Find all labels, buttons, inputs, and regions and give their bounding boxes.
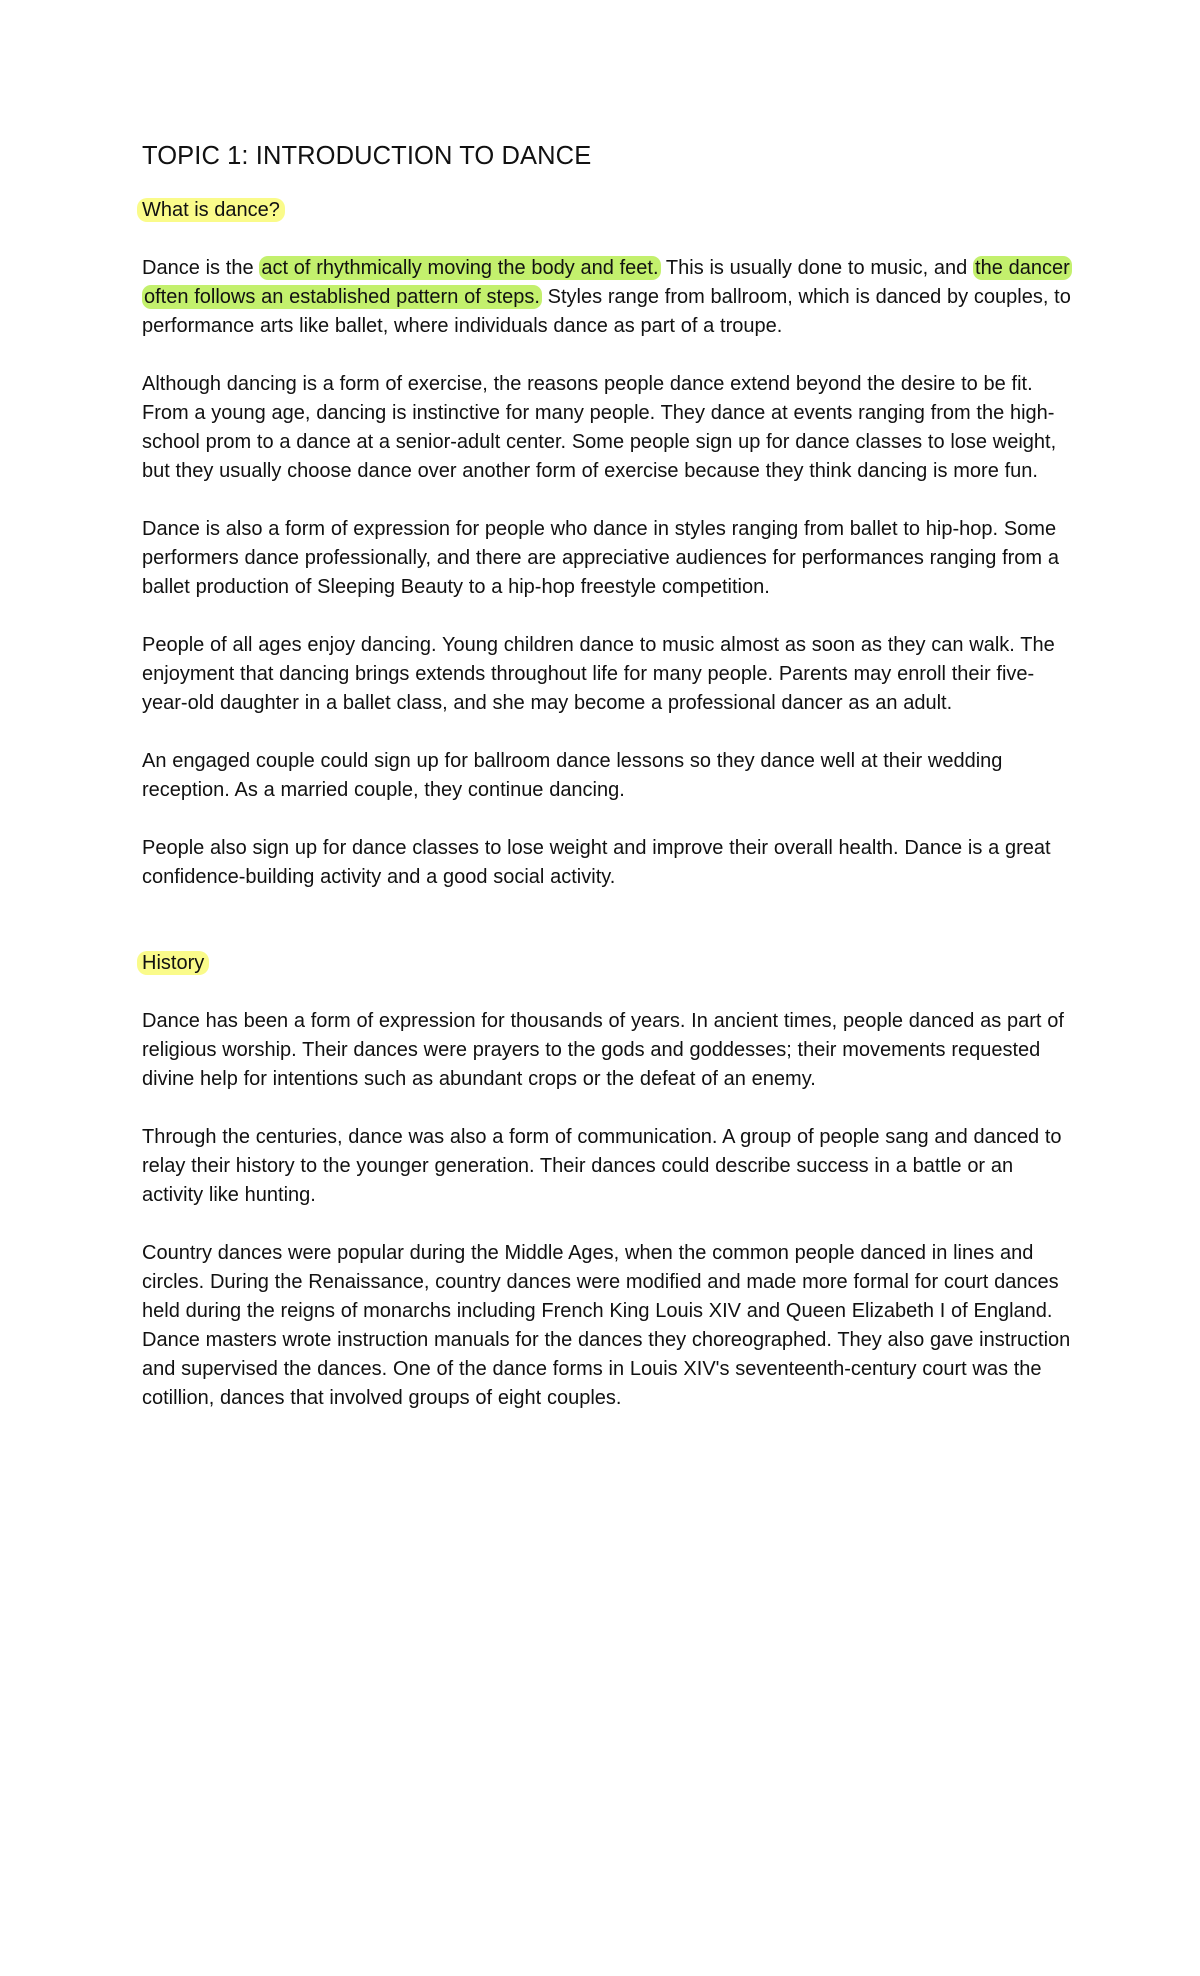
document-body <box>142 140 1072 1442</box>
section-spacer <box>142 921 1072 949</box>
paragraph-exercise: Although dancing is a form of exercise, the reasons people dance extend beyond the desire to be fit. From a young age, dancing is instinctive for many people. They dance at events ranging from the high-school prom to a dance at a senior-adult center. Some people sign up for dance classes to lose weight, but they usually choose dance over another form of exercise because they think dancing is more fun. <box>142 373 1057 482</box>
paragraph-text: Dance is the <box>142 257 260 279</box>
paragraph-communication: Through the centuries, dance was also a form of communication. A group of people sang and danced to relay their history to the younger generation. Their dances could describe success in a battle or an activity like hunting. <box>142 1126 1062 1206</box>
highlighted-heading: What is dance? <box>137 198 285 222</box>
document-title: TOPIC 1: INTRODUCTION TO DANCE <box>142 142 592 170</box>
highlighted-text-2: the dancer often follows an established pattern of steps. <box>144 257 1070 308</box>
section-heading-what-is-dance <box>142 196 1072 225</box>
paragraph-country-dances: Country dances were popular during the Middle Ages, when the common people danced in lines and circles. During the Renaissance, country dances were modified and made more formal for court dances held during the reigns of monarchs including French King Louis XIV and Queen Elizabeth I of England. Dance masters wrote instruction manuals for the dances they choreographed. They also gave instruction and supervised the dances. One of the dance forms in Louis XIV's seventeenth-century court was the cotillion, dances that involved groups of eight couples. <box>142 1242 1071 1409</box>
paragraph-definition <box>142 254 1072 341</box>
highlighted-heading: History <box>137 951 209 975</box>
paragraph-text: This is usually done to music, and <box>660 257 974 279</box>
paragraph-health: People also sign up for dance classes to lose weight and improve their overall health. Dance is a great confidence-building activity and a good social activity. <box>142 837 1051 888</box>
paragraph-ancient-times: Dance has been a form of expression for thousands of years. In ancient times, people danced as part of religious worship. Their dances were prayers to the gods and goddesses; their movements requested divine help for intentions such as abundant crops or the defeat of an enemy. <box>142 1010 1064 1090</box>
paragraph-all-ages: People of all ages enjoy dancing. Young children dance to music almost as soon as they can walk. The enjoyment that dancing brings extends throughout life for many people. Parents may enroll their five-year-old daughter in a ballet class, and she may become a professional dancer as an adult. <box>142 634 1055 714</box>
paragraph-expression: Dance is also a form of expression for people who dance in styles ranging from ballet to hip-hop. Some performers dance professionally, and there are appreciative audiences for performances ranging from a ballet production of Sleeping Beauty to a hip-hop freestyle competition. <box>142 518 1059 598</box>
highlighted-text-1: act of rhythmically moving the body and feet. <box>261 257 659 279</box>
section-heading-history <box>142 949 1072 978</box>
paragraph-text: Styles range from ballroom, which is danced by couples, to performance arts like ballet, where individuals dance as part of a troupe. <box>142 286 1071 337</box>
paragraph-couple: An engaged couple could sign up for ballroom dance lessons so they dance well at their wedding reception. As a married couple, they continue dancing. <box>142 750 1003 801</box>
